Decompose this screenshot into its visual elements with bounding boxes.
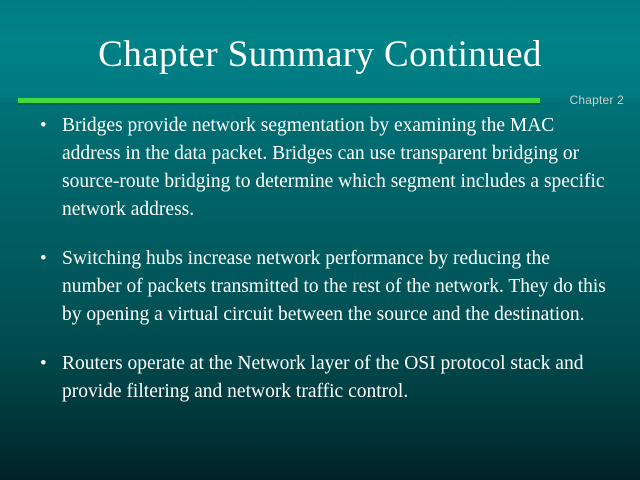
bullet-icon: •	[40, 353, 47, 374]
bullet-list	[40, 112, 610, 427]
list-item	[40, 350, 610, 406]
list-item	[40, 112, 610, 224]
list-item-text: Switching hubs increase network performance by reducing the number of packets transmitted to the rest of the network. They do this by opening a virtual circuit between the source and the destination.	[62, 248, 606, 325]
title-divider	[0, 98, 640, 106]
divider-shadow-line	[18, 103, 540, 105]
chapter-label: Chapter 2	[569, 93, 624, 107]
list-item-text: Routers operate at the Network layer of the OSI protocol stack and provide filtering and network traffic control.	[62, 353, 584, 402]
bullet-icon: •	[40, 115, 47, 136]
page-title: Chapter Summary Continued	[98, 34, 542, 75]
list-item-text: Bridges provide network segmentation by examining the MAC address in the data packet. Bridges can use transparent bridging or source-route bridging to determine which segment includes a specific network address.	[62, 115, 605, 220]
bullet-icon: •	[40, 248, 47, 269]
list-item	[40, 245, 610, 329]
